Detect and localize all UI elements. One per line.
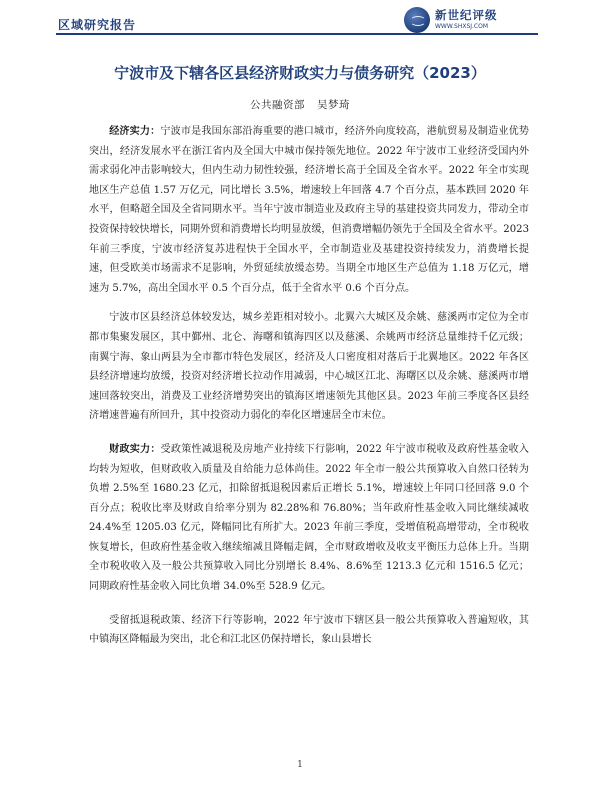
paragraph-text: 受留抵退税政策、经济下行等影响，2022 年宁波市下辖区县一般公共预算收入普遍短收，其中镇海区降幅最为突出，北仑和江北区仍保持增长，象山县增长	[89, 614, 529, 646]
author-line	[0, 97, 600, 112]
logo-url: WWW.SHXSJ.COM	[435, 22, 489, 30]
paragraph-economy	[89, 122, 529, 298]
globe-icon	[404, 7, 430, 33]
header-divider	[56, 33, 538, 35]
paragraph-lead: 财政实力：	[109, 443, 161, 455]
paragraph-text: 宁波市是我国东部沿海重要的港口城市，经济外向度较高，港航贸易及制造业优势突出，经济发展水平在浙江省内及全国大中城市保持领先地位。2022 年宁波市工业经济受国内外需求弱化冲击影响较大，但内生动力韧性较强，经济增长高于全国及全省水平。2022 年全市实现地区生产总值 1.57 万亿元，同比增长 3.5%，增速较上年回落 4.7 个百分点，基本跌回 2020 年水平，但略超全国及全省同期水平。当年宁波市制造业及政府主导的基建投资共同发力，带动全市投资保持较快增长，同期外贸和消费增长均明显放缓，但消费增幅仍领先于全国及全省水平。2023 年前三季度，宁波市经济复苏进程快于全国水平，全市制造业及基建投资持续发力，消费增长提速，但受欧美市场需求不足影响，外贸延续放缓态势。当期全市地区生产总值为 1.18 万亿元，增速为 5.7%，高出全国水平 0.5 个百分点，低于全省水平 0.6 个百分点。	[89, 126, 530, 294]
logo-name: 新世纪评级	[435, 8, 498, 23]
author-department: 公共融资部	[250, 99, 305, 111]
paragraph-fiscal	[89, 440, 529, 597]
paragraph-county-fiscal	[89, 611, 529, 650]
document-title: 宁波市及下辖各区县经济财政实力与债务研究（2023）	[114, 64, 486, 82]
paragraph-lead: 经济实力：	[109, 126, 161, 137]
section-label: 区域研究报告	[58, 18, 137, 32]
paragraph-counties	[89, 308, 529, 426]
body-text	[89, 122, 529, 660]
author-name: 吴梦琦	[317, 99, 350, 111]
page-number: 1	[297, 760, 303, 770]
brand-logo	[404, 6, 534, 34]
paragraph-text: 受政策性减退税及房地产业持续下行影响，2022 年宁波市税收及政府性基金收入均转为短收，但财政收入质量及自给能力总体尚佳。2022 年全市一般公共预算收入自然口径转为负增 2.5%至 1680.23 亿元，扣除留抵退税因素后正增长 5.1%，增速较上年同口径回落 9.0 个百分点；税收比率及财政自给率分别为 82.28%和 76.80%；当年政府性基金收入同比继续减收 24.4%至 1205.03 亿元，降幅同比有所扩大。2023 年前三季度，受增值税高增带动，全市税收恢复增长，但政府性基金收入继续缩减且降幅走阔，全市财政增收及收支平衡压力总体上升。当期全市税收收入及一般公共预算收入同比分别增长 8.4%、8.6%至 1213.3 亿元和 1516.5 亿元；同期政府性基金收入同比负增 34.0%至 528.9 亿元。	[89, 443, 529, 593]
paragraph-text: 宁波市区县经济总体较发达，城乡差距相对较小。北翼六大城区及余姚、慈溪两市定位为全市都市集聚发展区，其中鄞州、北仑、海曙和镇海四区以及慈溪、余姚两市经济总量维持千亿元级；南翼宁海、象山两县为全市都市特色发展区，经济及人口密度相对落后于北翼地区。2022 年各区县经济增速均放缓，投资对经济增长拉动作用减弱，中心城区江北、海曙区以及余姚、慈溪两市增速回落较突出，消费及工业经济增势突出的镇海区增速领先其他区县。2023 年前三季度各区县经济增速普遍有所回升，其中投资动力弱化的奉化区增速居全市末位。	[89, 312, 529, 422]
